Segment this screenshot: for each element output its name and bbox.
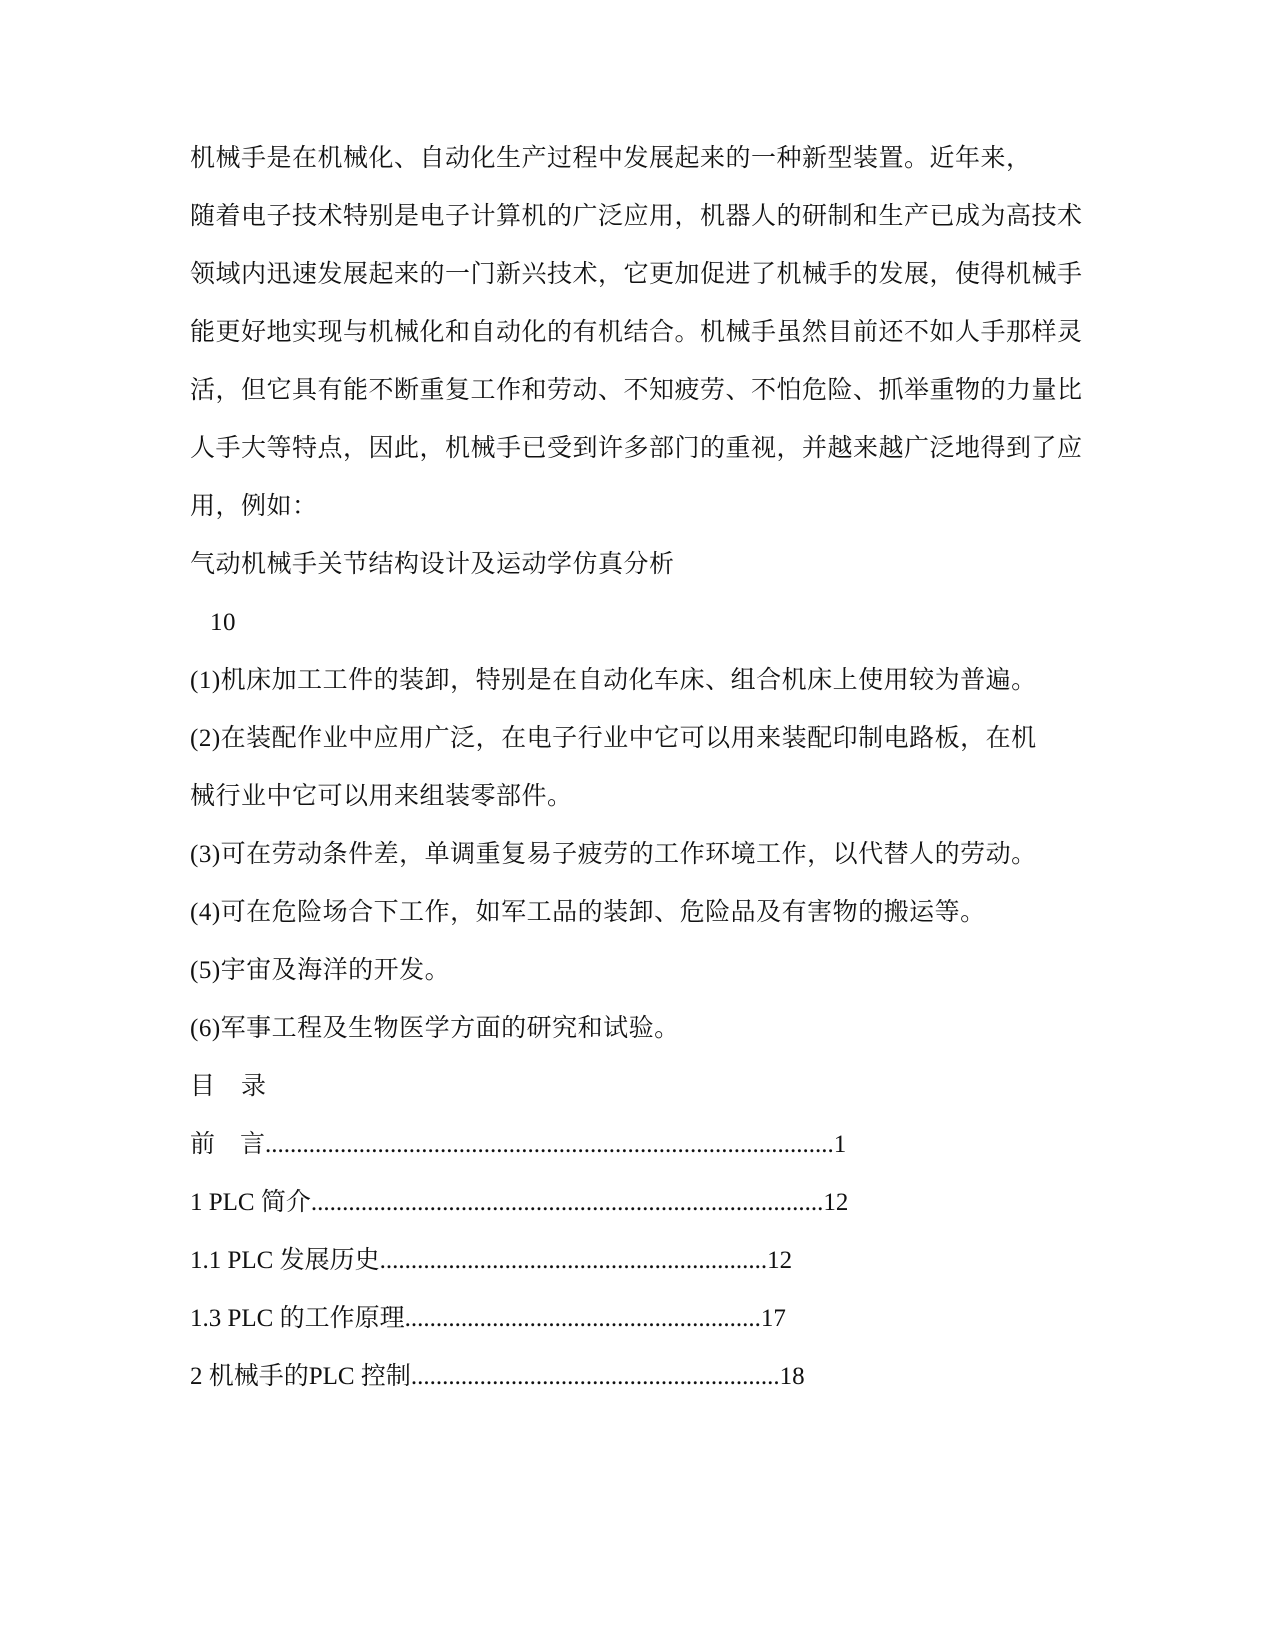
toc-heading: 目 录 [190, 1073, 267, 1100]
toc-entry[interactable] [190, 1246, 792, 1276]
toc-leader-dots: ......................................................... [404, 1305, 761, 1332]
list-item: (3)可在劳动条件差，单调重复易子疲劳的工作环境工作，以代替人的劳动。 [190, 841, 1037, 868]
list-item: (1)机床加工工件的装卸，特别是在自动化车床、组合机床上使用较为普遍。 [190, 667, 1037, 694]
toc-leader-dots: ........................................................... [410, 1363, 780, 1390]
paragraph-line: 机械手是在机械化、自动化生产过程中发展起来的一种新型装置。近年来， [190, 145, 1032, 172]
paragraph-line: 用，例如： [190, 493, 318, 520]
list-item: 械行业中它可以用来组装零部件。 [190, 783, 573, 810]
toc-entry-label: 1.3 PLC 的工作原理 [190, 1305, 405, 1332]
toc-leader-dots: ........................................................................................... [265, 1131, 834, 1158]
toc-entry-label: 1.1 PLC 发展历史 [190, 1247, 380, 1274]
toc-entry[interactable] [190, 1130, 846, 1160]
toc-entry-page: 12 [823, 1189, 849, 1216]
list-item: (4)可在危险场合下工作，如军工品的装卸、危险品及有害物的搬运等。 [190, 899, 986, 926]
toc-entry[interactable] [190, 1188, 848, 1218]
toc-entry-label: 前 言 [190, 1131, 266, 1158]
paragraph-line: 领域内迅速发展起来的一门新兴技术，它更加促进了机械手的发展，使得机械手 [190, 261, 1083, 288]
toc-entry[interactable] [190, 1362, 805, 1392]
paragraph-line: 能更好地实现与机械化和自动化的有机结合。机械手虽然目前还不如人手那样灵 [190, 319, 1083, 346]
toc-leader-dots: .............................................................. [379, 1247, 768, 1274]
toc-entry-page: 17 [760, 1305, 786, 1332]
toc-entry-page: 1 [833, 1131, 847, 1158]
toc-entry-label: 1 PLC 简介 [190, 1189, 311, 1216]
list-item: (5)宇宙及海洋的开发。 [190, 957, 451, 984]
list-item: (6)军事工程及生物医学方面的研究和试验。 [190, 1015, 680, 1042]
toc-entry-page: 18 [779, 1363, 805, 1390]
list-item: (2)在装配作业中应用广泛，在电子行业中它可以用来装配印制电路板，在机 [190, 725, 1037, 752]
page-number: 10 [210, 609, 236, 636]
toc-entry-label: 2 机械手的PLC 控制 [190, 1363, 411, 1390]
toc-leader-dots: .................................................................................. [310, 1189, 824, 1216]
toc-entry-page: 12 [767, 1247, 793, 1274]
running-header-title: 气动机械手关节结构设计及运动学仿真分析 [190, 551, 675, 578]
paragraph-line: 活，但它具有能不断重复工作和劳动、不知疲劳、不怕危险、抓举重物的力量比 [190, 377, 1083, 404]
paragraph-line: 人手大等特点，因此，机械手已受到许多部门的重视，并越来越广泛地得到了应 [190, 435, 1083, 462]
paragraph-line: 随着电子技术特别是电子计算机的广泛应用，机器人的研制和生产已成为高技术 [190, 203, 1083, 230]
toc-entry[interactable] [190, 1304, 786, 1334]
